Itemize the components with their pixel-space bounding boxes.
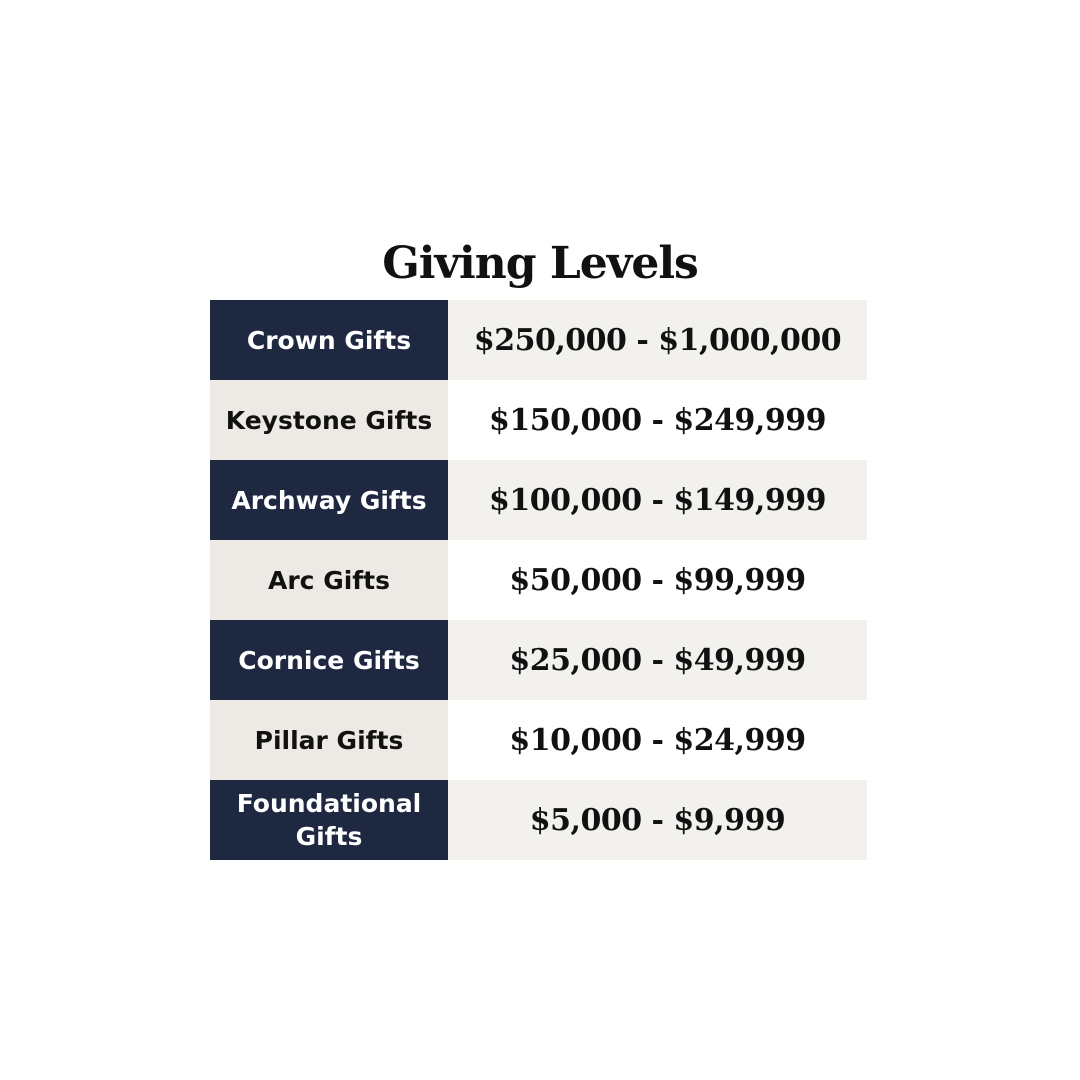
level-range: $100,000 - $149,999 [448, 460, 867, 540]
level-name: Archway Gifts [210, 460, 448, 540]
table-row [210, 700, 867, 780]
level-range: $50,000 - $99,999 [448, 540, 867, 620]
level-name: Pillar Gifts [210, 700, 448, 780]
level-name: Crown Gifts [210, 300, 448, 380]
level-range: $250,000 - $1,000,000 [448, 300, 867, 380]
level-name: Arc Gifts [210, 540, 448, 620]
level-range: $10,000 - $24,999 [448, 700, 867, 780]
giving-levels-table [210, 300, 867, 860]
table-row [210, 460, 867, 540]
table-row [210, 380, 867, 460]
level-name: Cornice Gifts [210, 620, 448, 700]
table-row [210, 540, 867, 620]
level-range: $5,000 - $9,999 [448, 780, 867, 860]
level-name: Foundational Gifts [210, 780, 448, 860]
table-row [210, 300, 867, 380]
level-range: $25,000 - $49,999 [448, 620, 867, 700]
page-title: Giving Levels [382, 238, 698, 289]
level-name: Keystone Gifts [210, 380, 448, 460]
level-range: $150,000 - $249,999 [448, 380, 867, 460]
table-row [210, 780, 867, 860]
table-row [210, 620, 867, 700]
